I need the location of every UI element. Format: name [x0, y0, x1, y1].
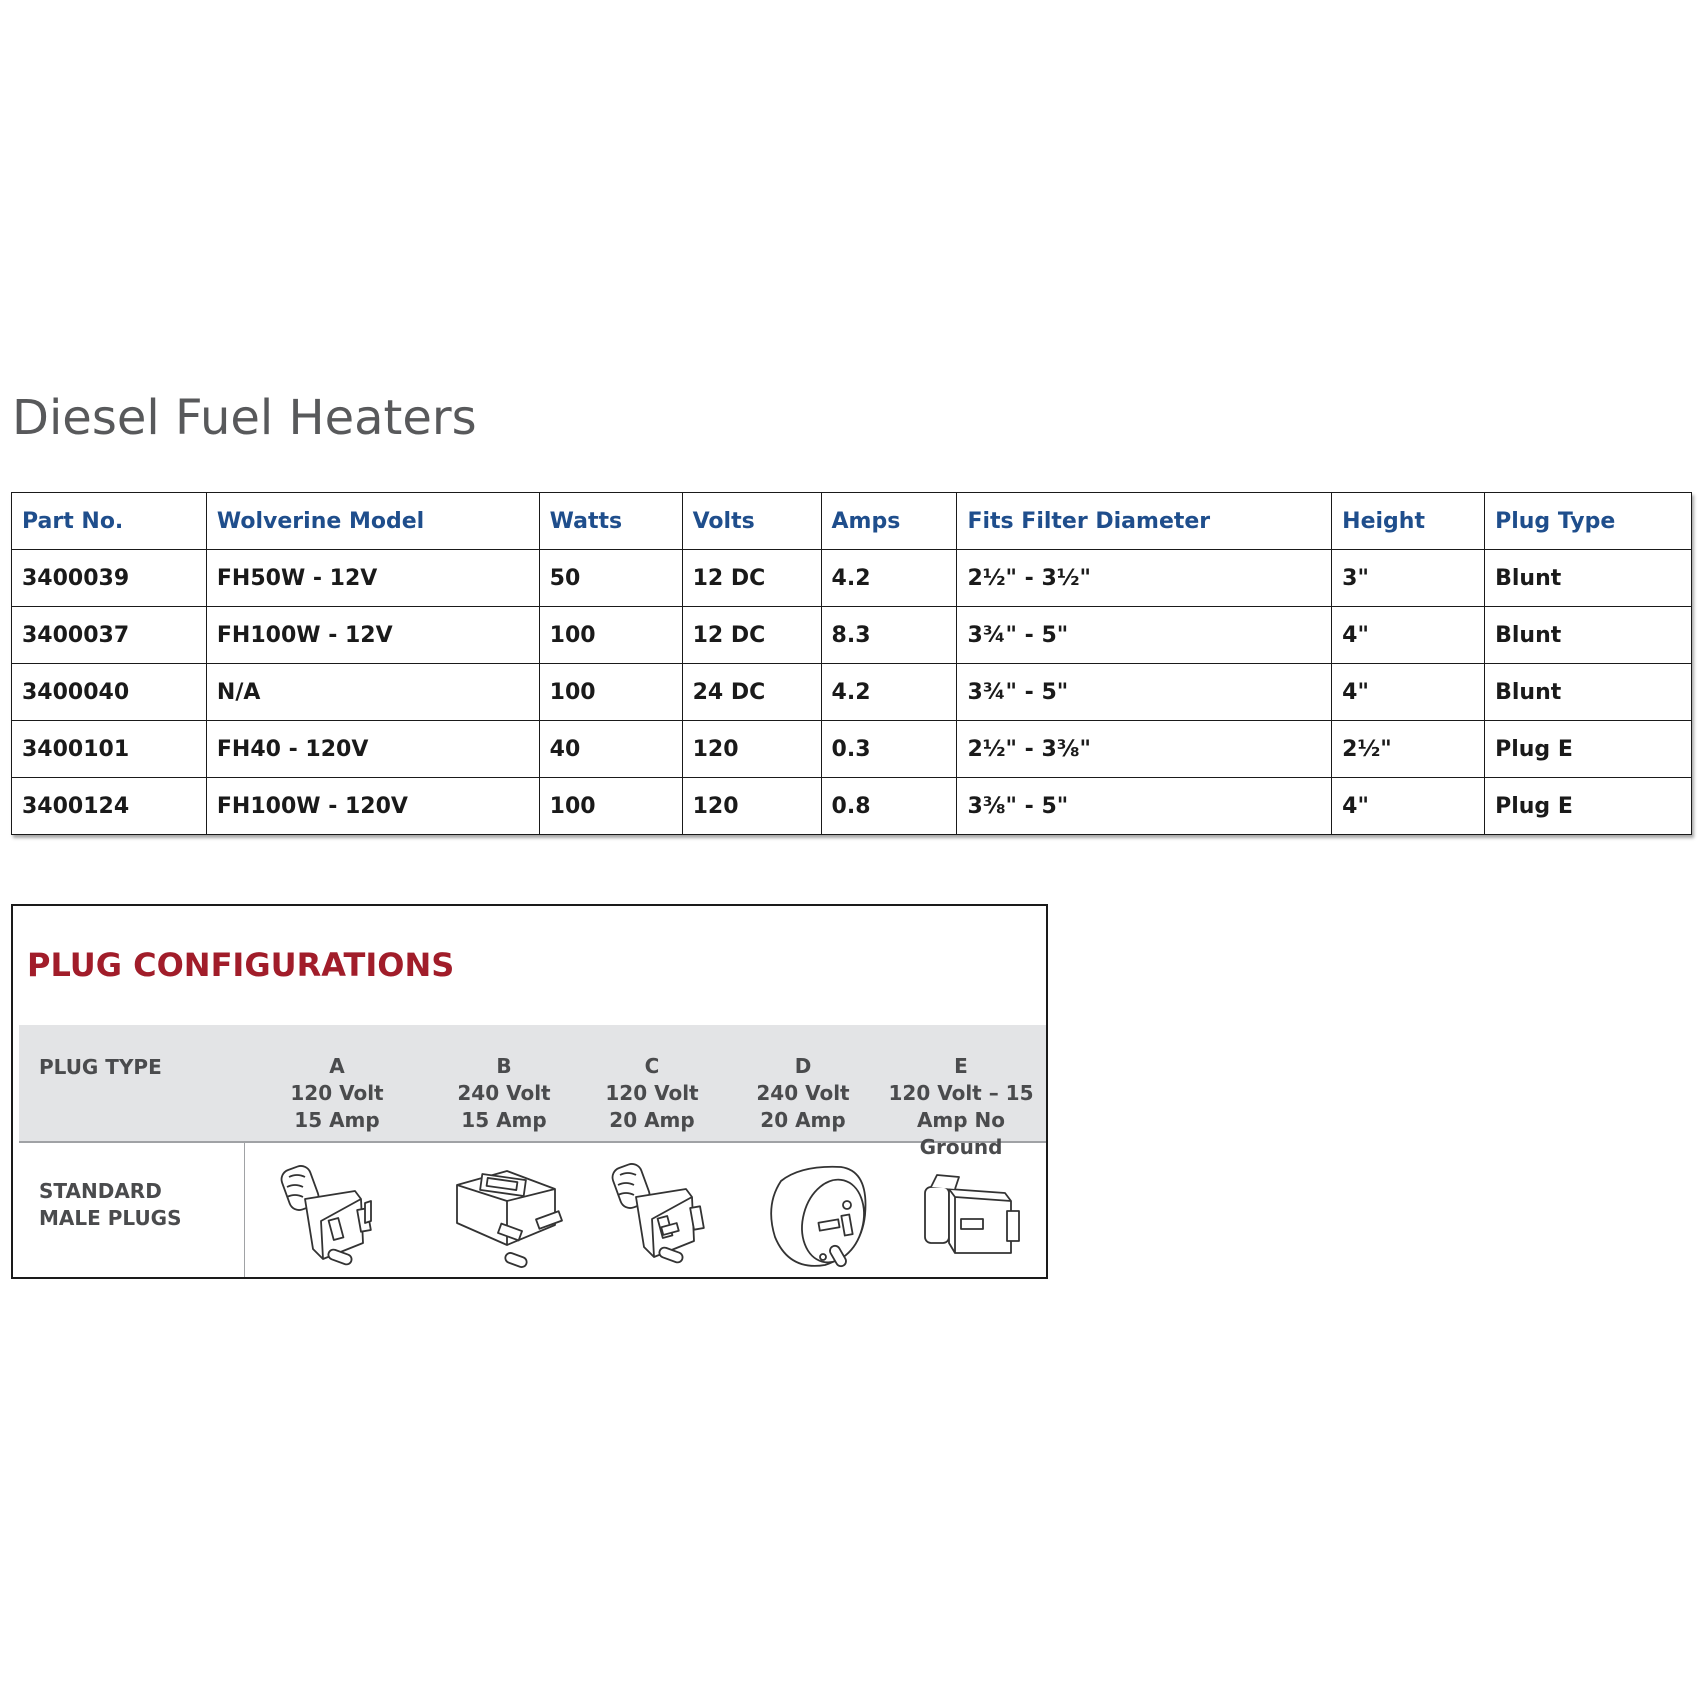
cell-filter-diameter: 2½" - 3½": [957, 550, 1332, 607]
cell-plug-type: Plug E: [1485, 721, 1692, 778]
plug-column-b: [419, 1053, 589, 1134]
plug-b-icon: [447, 1161, 567, 1273]
cell-volts: 120: [682, 778, 821, 835]
plug-letter: A: [329, 1054, 345, 1078]
plug-column-c: [567, 1053, 737, 1134]
cell-model: N/A: [206, 664, 539, 721]
row-label-line1: STANDARD: [39, 1179, 162, 1203]
table-row: [12, 607, 1692, 664]
cell-filter-diameter: 3¾" - 5": [957, 607, 1332, 664]
cell-watts: 100: [539, 664, 682, 721]
cell-part-no: 3400039: [12, 550, 207, 607]
plug-a-icon: [275, 1161, 395, 1273]
table-row: [12, 664, 1692, 721]
cell-volts: 12 DC: [682, 550, 821, 607]
cell-watts: 100: [539, 778, 682, 835]
column-header-volts: Volts: [682, 493, 821, 550]
plug-letter: D: [794, 1054, 812, 1078]
cell-plug-type: Blunt: [1485, 550, 1692, 607]
cell-amps: 4.2: [821, 664, 957, 721]
plug-letter: B: [496, 1054, 512, 1078]
plug-column-d: [718, 1053, 888, 1134]
cell-model: FH100W - 120V: [206, 778, 539, 835]
plug-d-icon: [761, 1161, 881, 1273]
cell-plug-type: Blunt: [1485, 664, 1692, 721]
plug-amperage: 20 Amp: [609, 1108, 695, 1132]
cell-watts: 100: [539, 607, 682, 664]
cell-model: FH40 - 120V: [206, 721, 539, 778]
plug-voltage: 120 Volt: [290, 1081, 384, 1105]
cell-height: 4": [1332, 778, 1485, 835]
cell-watts: 40: [539, 721, 682, 778]
plug-voltage: 240 Volt: [756, 1081, 850, 1105]
standard-male-plugs-label: [39, 1178, 182, 1232]
column-header-height: Height: [1332, 493, 1485, 550]
plug-voltage: 240 Volt: [457, 1081, 551, 1105]
cell-filter-diameter: 3¾" - 5": [957, 664, 1332, 721]
cell-part-no: 3400040: [12, 664, 207, 721]
table-row: [12, 550, 1692, 607]
table-row: [12, 778, 1692, 835]
cell-filter-diameter: 3⅜" - 5": [957, 778, 1332, 835]
cell-plug-type: Plug E: [1485, 778, 1692, 835]
plug-amperage: Amp No Ground: [916, 1108, 1006, 1159]
plug-configurations-title: PLUG CONFIGURATIONS: [27, 946, 455, 984]
plug-voltage: 120 Volt – 15: [888, 1081, 1034, 1105]
plug-configurations-panel: [11, 904, 1048, 1279]
cell-part-no: 3400124: [12, 778, 207, 835]
plug-letter: E: [954, 1054, 968, 1078]
column-header-plug-type: Plug Type: [1485, 493, 1692, 550]
cell-amps: 8.3: [821, 607, 957, 664]
plug-column-e: [876, 1053, 1046, 1161]
column-header-amps: Amps: [821, 493, 957, 550]
plug-amperage: 20 Amp: [760, 1108, 846, 1132]
cell-height: 2½": [1332, 721, 1485, 778]
cell-volts: 24 DC: [682, 664, 821, 721]
column-header-watts: Watts: [539, 493, 682, 550]
plug-column-a: [252, 1053, 422, 1134]
cell-amps: 4.2: [821, 550, 957, 607]
cell-height: 4": [1332, 607, 1485, 664]
table-row: [12, 721, 1692, 778]
cell-height: 3": [1332, 550, 1485, 607]
plug-c-icon: [608, 1161, 728, 1273]
plug-e-icon: [915, 1161, 1035, 1273]
cell-watts: 50: [539, 550, 682, 607]
cell-volts: 120: [682, 721, 821, 778]
cell-amps: 0.3: [821, 721, 957, 778]
row-divider: [244, 1143, 245, 1277]
plug-type-label: PLUG TYPE: [39, 1055, 162, 1079]
cell-part-no: 3400101: [12, 721, 207, 778]
cell-model: FH100W - 12V: [206, 607, 539, 664]
cell-amps: 0.8: [821, 778, 957, 835]
cell-plug-type: Blunt: [1485, 607, 1692, 664]
cell-model: FH50W - 12V: [206, 550, 539, 607]
heater-spec-table: [11, 492, 1692, 835]
column-header-part-no: Part No.: [12, 493, 207, 550]
plug-voltage: 120 Volt: [605, 1081, 699, 1105]
page-title: Diesel Fuel Heaters: [12, 390, 477, 446]
column-header-wolverine-model: Wolverine Model: [206, 493, 539, 550]
table-header-row: [12, 493, 1692, 550]
cell-volts: 12 DC: [682, 607, 821, 664]
plug-type-header: [19, 1025, 1046, 1159]
cell-height: 4": [1332, 664, 1485, 721]
plug-amperage: 15 Amp: [294, 1108, 380, 1132]
plug-amperage: 15 Amp: [461, 1108, 547, 1132]
cell-part-no: 3400037: [12, 607, 207, 664]
row-label-line2: MALE PLUGS: [39, 1206, 182, 1230]
plug-letter: C: [644, 1054, 660, 1078]
cell-filter-diameter: 2½" - 3⅜": [957, 721, 1332, 778]
column-header-filter-diameter: Fits Filter Diameter: [957, 493, 1332, 550]
